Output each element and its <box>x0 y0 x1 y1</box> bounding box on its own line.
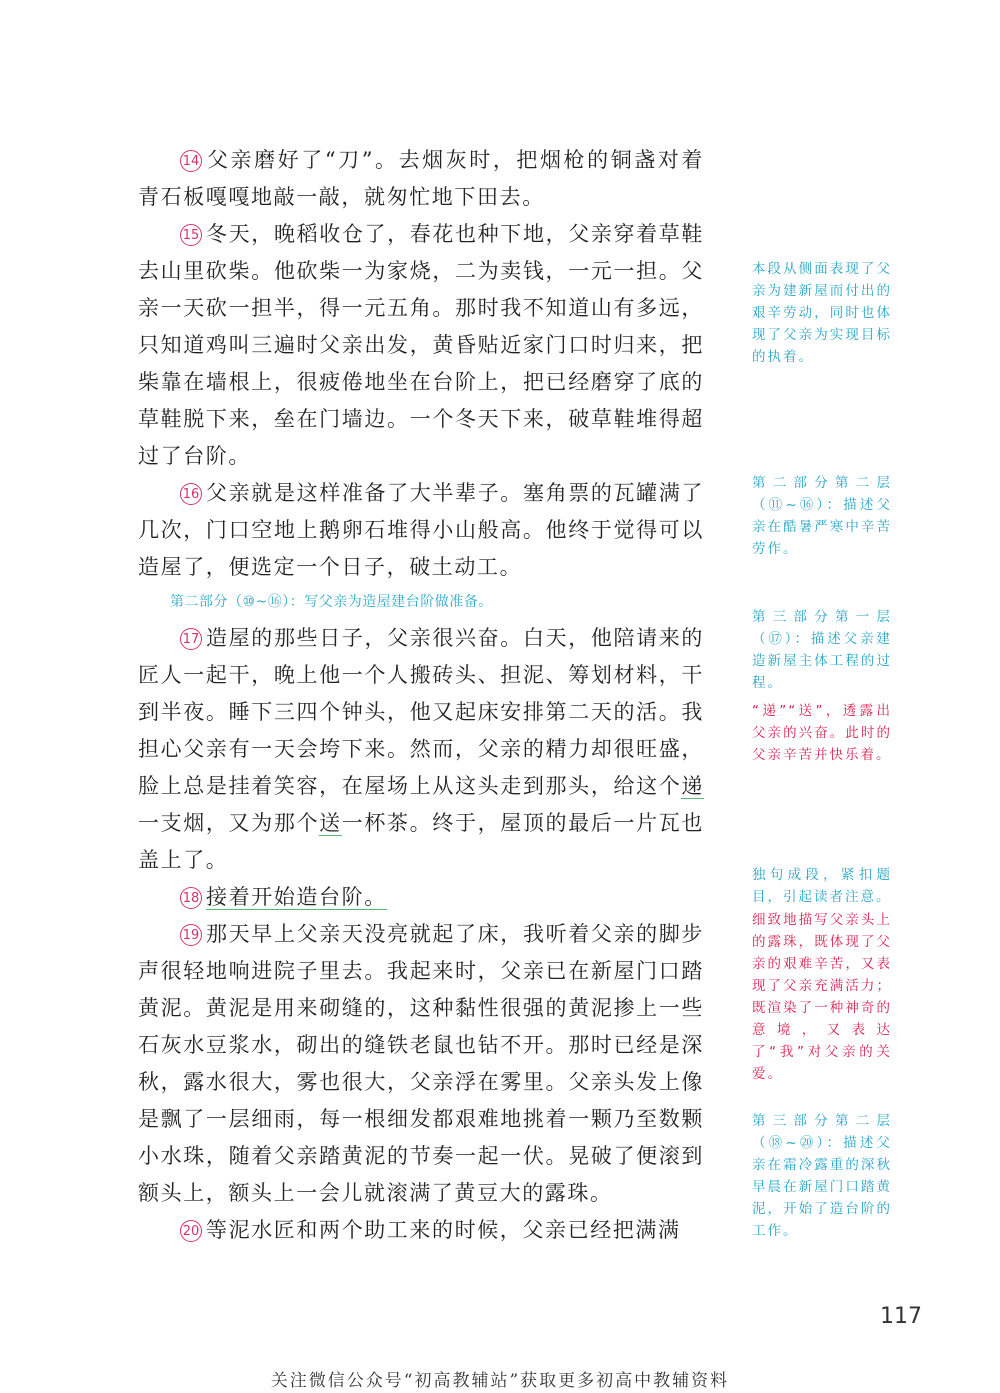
margin-note-4: “递”“送”，透露出父亲的兴奋。此时的父亲辛苦并快乐着。 <box>752 703 892 763</box>
margin-note-5: 独句成段，紧扣题目，引起读者注意。 <box>752 867 892 905</box>
paragraph-number: 17 <box>180 628 202 650</box>
margin-note-1: 本段从侧面表现了父亲为建新屋而付出的艰辛劳动，同时也体现了父亲为实现目标的执着。 <box>752 261 892 365</box>
page-number: 117 <box>880 1304 922 1329</box>
paragraph-number: 15 <box>180 224 202 246</box>
underlined-word-song: 送 <box>319 811 342 835</box>
paragraph-text: 一支烟，又为那个 <box>138 811 320 835</box>
margin-note-6: 细致地描写父亲头上的露珠，既体现了父亲的艰难辛苦，又表现了父亲充满活力；既渲染了一种神奇的意境，又表达了“我”对父亲的关爱。 <box>752 912 892 1082</box>
paragraph-19 <box>138 916 704 1212</box>
paragraph-14 <box>138 142 704 216</box>
paragraph-20 <box>138 1212 704 1249</box>
main-text <box>138 138 704 1249</box>
paragraph-text: 接着开始造台阶。 <box>206 885 387 909</box>
paragraph-number: 19 <box>180 924 202 946</box>
paragraph-text: 等泥水匠和两个助工来的时候，父亲已经把满满 <box>206 1218 681 1242</box>
paragraph-number: 18 <box>180 887 202 909</box>
margin-note-7: 第三部分第二层（⑱~⑳）：描述父亲在霜冷露重的深秋早晨在新屋门口踏黄泥，开始了造台阶的工作。 <box>752 1113 892 1239</box>
paragraph-16 <box>138 475 704 586</box>
paragraph-text: 父亲磨好了“刀”。去烟灰时，把烟枪的铜盏对着青石板嘎嘎地敲一敲，就匆忙地下田去。 <box>138 148 704 209</box>
paragraph-text: 一杯茶。终于，屋顶的最后一片瓦也盖上了。 <box>138 811 704 872</box>
margin-note-2: 第二部分第二层（⑪~⑯）：描述父亲在酷暑严寒中辛苦劳作。 <box>752 475 892 557</box>
paragraph-text: 那天早上父亲天没亮就起了床，我听着父亲的脚步声很轻地响进院子里去。我起来时，父亲已在新屋门口踏黄泥。黄泥是用来砌缝的，这种黏性很强的黄泥掺上一些石灰水豆浆水，砌出的缝铁老鼠也钻不开。那时已经是深秋，露水很大，雾也很大，父亲浮在雾里。父亲头发上像是飘了一层细雨，每一根细发都艰难地挑着一颗乃至数颗小水珠，随着父亲踏黄泥的节奏一起一伏。晃破了便滚到额头上，额头上一会儿就滚满了黄豆大的露珠。 <box>138 922 704 1205</box>
underlined-word-di: 递 <box>681 774 704 798</box>
paragraph-number: 14 <box>180 150 202 172</box>
footer-watermark: 关注微信公众号“初高教辅站”获取更多初高中教辅资料 <box>270 1371 730 1391</box>
paragraph-text: 冬天，晚稻收仓了，春花也种下地，父亲穿着草鞋去山里砍柴。他砍柴一为家烧，二为卖钱，一元一担。父亲一天砍一担半，得一元五角。那时我不知道山有多远，只知道鸡叫三遍时父亲出发，黄昏贴近家门口时归来，把柴靠在墙根上，很疲倦地坐在台阶上，把已经磨穿了底的草鞋脱下来，垒在门墙边。一个冬天下来，破草鞋堆得超过了台阶。 <box>138 222 704 468</box>
paragraph-17 <box>138 620 704 879</box>
margin-note-3: 第三部分第一层（⑰）：描述父亲建造新屋主体工程的过程。 <box>752 609 892 691</box>
section-summary: 第二部分（⑩~⑯）：写父亲为造屋建台阶做准备。 <box>170 594 493 610</box>
paragraph-text: 造屋的那些日子，父亲很兴奋。白天，他陪请来的匠人一起干，晚上他一个人搬砖头、担泥、筹划材料，干到半夜。睡下三四个钟头，他又起床安排第二天的活。我担心父亲有一天会垮下来。然而，父亲的精力却很旺盛，脸上总是挂着笑容，在屋场上从这头走到那头，给这个 <box>138 626 704 798</box>
paragraph-number: 20 <box>180 1220 202 1242</box>
paragraph-15 <box>138 216 704 475</box>
paragraph-18 <box>138 879 704 916</box>
paragraph-text: 父亲就是这样准备了大半辈子。塞角票的瓦罐满了几次，门口空地上鹅卵石堆得小山般高。他终于觉得可以造屋了，便选定一个日子，破土动工。 <box>138 481 704 579</box>
paragraph-number: 16 <box>180 483 202 505</box>
